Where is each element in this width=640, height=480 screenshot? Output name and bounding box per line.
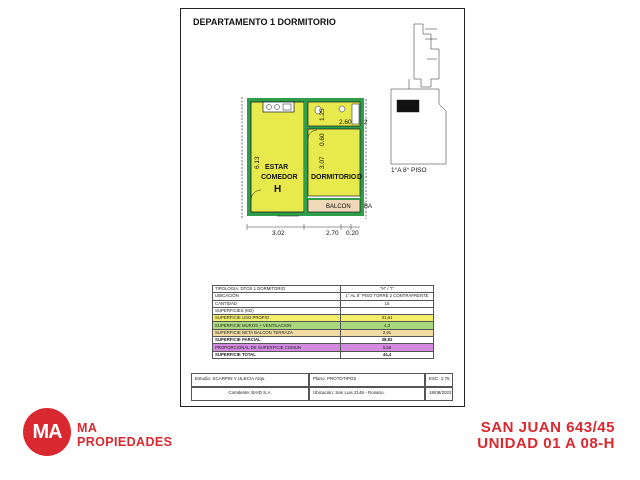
dim-bedroom-height: 3.07 [319,156,326,169]
spec-value: 16 [341,300,434,307]
bedroom-area [308,129,363,196]
spec-row [213,293,434,300]
spec-label: TIPOLOGIA: DTOS 1 DORMITORIO [213,286,341,293]
brand-name [77,421,172,449]
key-plan-label: 1°A 8° PISO [391,167,427,174]
spec-value: "H" / "I" [341,286,434,293]
spec-value: 2,91 [341,329,434,336]
dim-kitchen-depth: 1.25 [319,108,326,121]
spec-value: 4,3 [341,322,434,329]
spec-label: SUPERFICIE USO PROPIO [213,315,341,322]
spec-row [213,337,434,344]
spec-row [213,322,434,329]
room-label-balcon: BALCON [326,204,351,210]
sheet-title: DEPARTAMENTO 1 DORMITORIO [193,17,336,27]
spec-label: SUPERFICIE MUROS + VENTILACION [213,322,341,329]
dim-height-left: 6.13 [254,156,261,169]
key-plan [391,24,446,164]
spec-row [213,329,434,336]
room-label-dormitorio: DORMITORIO [311,174,357,181]
surface-spec-table [212,285,434,359]
brand-logo: MA [23,408,71,456]
dim-bath-width: 2.60 [339,119,352,126]
spec-label: CANTIDAD [213,300,341,307]
spec-row [213,315,434,322]
room-label-balcon-cut: BA [364,204,373,210]
spec-value: 5,58 [341,344,434,351]
interior-wall [304,102,308,212]
spec-value: 38,82 [341,337,434,344]
dim-bath-cut: 2 [364,119,368,126]
title-block-plano: Plano: PROTOTIPOS [309,373,425,387]
room-label-comedor: COMEDOR [261,174,298,181]
kitchen-counter [263,102,294,112]
spec-value: 44,4 [341,351,434,358]
spec-row [213,286,434,293]
spec-label: SUPERFICIES (M2) [213,307,341,314]
spec-label: SUPERFICIE NETA BALCON TERRAZA [213,329,341,336]
spec-label: SUPERFICIE TOTAL [213,351,341,358]
dimension-line [247,224,360,230]
dim-bottom-right: 0.20 [346,230,359,237]
title-block-comitente: Comitente: BAID S.A. [191,387,309,401]
title-block-fecha: 18/08/2022 [425,387,453,401]
spec-row [213,300,434,307]
interior-wall-horizontal [308,126,360,129]
title-block-estudio: Estudio: SCARPIN Y ULECIA Arqs. [191,373,309,387]
dim-bedroom-gap: 0.60 [319,133,326,146]
dim-bottom-mid: 2.70 [326,230,339,237]
title-block-escala: ESC: 1:75 [425,373,453,387]
title-block [191,373,453,407]
room-label-estar: ESTAR [265,164,289,171]
address-unit: UNIDAD 01 A 08-H [477,435,615,452]
title-block-ubicacion: Ubicación: San Luis 2146 - Rosario. [309,387,425,401]
brand-name-line2: PROPIEDADES [77,435,173,449]
brand-name-line1: MA [77,421,98,435]
room-label-dormitorio-cut: D [357,174,363,181]
spec-row [213,351,434,358]
spec-value: 1° AL 8° PISO TORRE 2 CONTRAFRENTE [341,293,434,300]
spec-value [341,307,434,314]
room-label-h: H [274,184,282,195]
spec-row [213,344,434,351]
unit-address [477,420,615,452]
address-street: SAN JUAN 643/45 [480,419,615,436]
spec-value: 31,61 [341,315,434,322]
floor-plan-sheet [180,8,465,407]
spec-label: UBICACIÓN [213,293,341,300]
spec-label: SUPERFICIE PARCIAL [213,337,341,344]
spec-label: PROPORCIONAL DE SUPERFICIE COMUN [213,344,341,351]
dim-bottom-left: 3.02 [272,230,285,237]
spec-row [213,307,434,314]
